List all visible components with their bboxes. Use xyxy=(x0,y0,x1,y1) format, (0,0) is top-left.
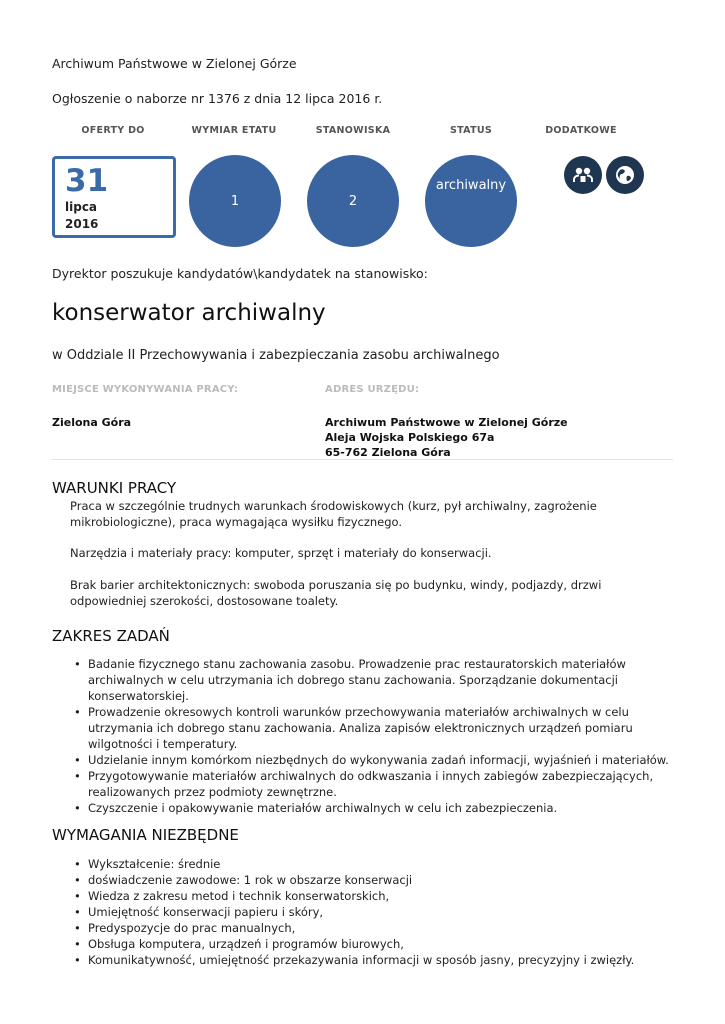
working-conditions-paragraph: Narzędzia i materiały pracy: komputer, sprzęt i materiały do konserwacji. xyxy=(70,546,492,560)
list-item: • Umiejętność konserwacji papieru i skóry, xyxy=(88,904,678,920)
list-item: • Prowadzenie okresowych kontroli warunków przechowywania materiałów archiwalnych w celu utrzymania ich dobrego stanu zachowania. Analiza zapisów elektronicznych urządzeń pomiaru wilgotności i temperatury. xyxy=(88,704,678,752)
office-address-label: ADRES URZĘDU: xyxy=(325,384,420,395)
divider xyxy=(52,459,673,460)
list-item: • Udzielanie innym komórkom niezbędnych do wykonywania zadań informacji, wyjaśnień i materiałów. xyxy=(88,752,678,768)
header-offers-until: OFERTY DO xyxy=(81,125,145,136)
positions-value: 2 xyxy=(348,193,358,209)
working-conditions-paragraph: Brak barier architektonicznych: swoboda poruszania się po budynku, windy, podjazdy, drzwi odpowiedniej szerokości, dostosowane toalety. xyxy=(70,578,602,608)
deadline-day: 31 xyxy=(65,163,109,199)
duties-title: ZAKRES ZADAŃ xyxy=(52,627,170,645)
list-item: • Wiedza z zakresu metod i technik konserwatorskich, xyxy=(88,888,678,904)
positions-circle xyxy=(307,155,399,247)
deadline-box xyxy=(52,156,176,238)
status-circle xyxy=(425,155,517,247)
job-size-value: 1 xyxy=(230,193,240,209)
announcement-title: Ogłoszenie o naborze nr 1376 z dnia 12 lipca 2016 r. xyxy=(52,91,383,106)
location-label: MIEJSCE WYKONYWANIA PRACY: xyxy=(52,384,239,395)
working-conditions-title: WARUNKI PRACY xyxy=(52,479,177,497)
office-address-line2: Aleja Wojska Polskiego 67a xyxy=(325,431,495,444)
deadline-year: 2016 xyxy=(65,217,99,231)
header-status: STATUS xyxy=(449,125,493,136)
deadline-month: lipca xyxy=(65,200,98,214)
office-address-line1: Archiwum Państwowe w Zielonej Górze xyxy=(325,416,568,429)
working-conditions-paragraph: Praca w szczególnie trudnych warunkach środowiskowych (kurz, pył archiwalny, zagrożenie mikrobiologiczne), praca wymagająca wysiłku fizycznego. xyxy=(70,499,597,529)
people-icon xyxy=(564,156,602,194)
list-item: • Obsługa komputera, urządzeń i programów biurowych, xyxy=(88,936,678,952)
location-value: Zielona Góra xyxy=(52,416,132,429)
list-item: • Predyspozycje do prac manualnych, xyxy=(88,920,678,936)
list-item: • Czyszczenie i opakowywanie materiałów archiwalnych w celu ich zabezpieczenia. xyxy=(88,800,678,816)
position-title: konserwator archiwalny xyxy=(52,300,326,326)
globe-icon xyxy=(606,156,644,194)
status-value: archiwalny xyxy=(435,178,507,193)
office-address-line3: 65-762 Zielona Góra xyxy=(325,446,451,459)
institution-name: Archiwum Państwowe w Zielonej Górze xyxy=(52,56,297,71)
requirements-title: WYMAGANIA NIEZBĘDNE xyxy=(52,826,239,844)
list-item: • Wykształcenie: średnie xyxy=(88,856,678,872)
list-item: • Przygotowywanie materiałów archiwalnych do odkwaszania i innych zabiegów zabezpieczających, realizowanych przez podmioty zewnętrzne. xyxy=(88,768,678,800)
header-job-size: WYMIAR ETATU xyxy=(191,125,277,136)
list-item: • Komunikatywność, umiejętność przekazywania informacji w sposób jasny, precyzyjny i zwięzły. xyxy=(88,952,678,968)
lead-text: Dyrektor poszukuje kandydatów\kandydatek na stanowisko: xyxy=(52,266,428,281)
duties-list xyxy=(88,656,678,816)
list-item: • Badanie fizycznego stanu zachowania zasobu. Prowadzenie prac restauratorskich materiałów archiwalnych w celu utrzymania ich dobrego stanu zachowania. Sporządzanie dokumentacji konserwatorskiej. xyxy=(88,656,678,704)
department: w Oddziale II Przechowywania i zabezpieczania zasobu archiwalnego xyxy=(52,348,500,363)
requirements-list xyxy=(88,856,678,968)
header-extras: DODATKOWE xyxy=(545,125,617,136)
job-size-circle xyxy=(189,155,281,247)
office-address xyxy=(325,415,568,460)
list-item: • doświadczenie zawodowe: 1 rok w obszarze konserwacji xyxy=(88,872,678,888)
header-positions: STANOWISKA xyxy=(315,125,391,136)
